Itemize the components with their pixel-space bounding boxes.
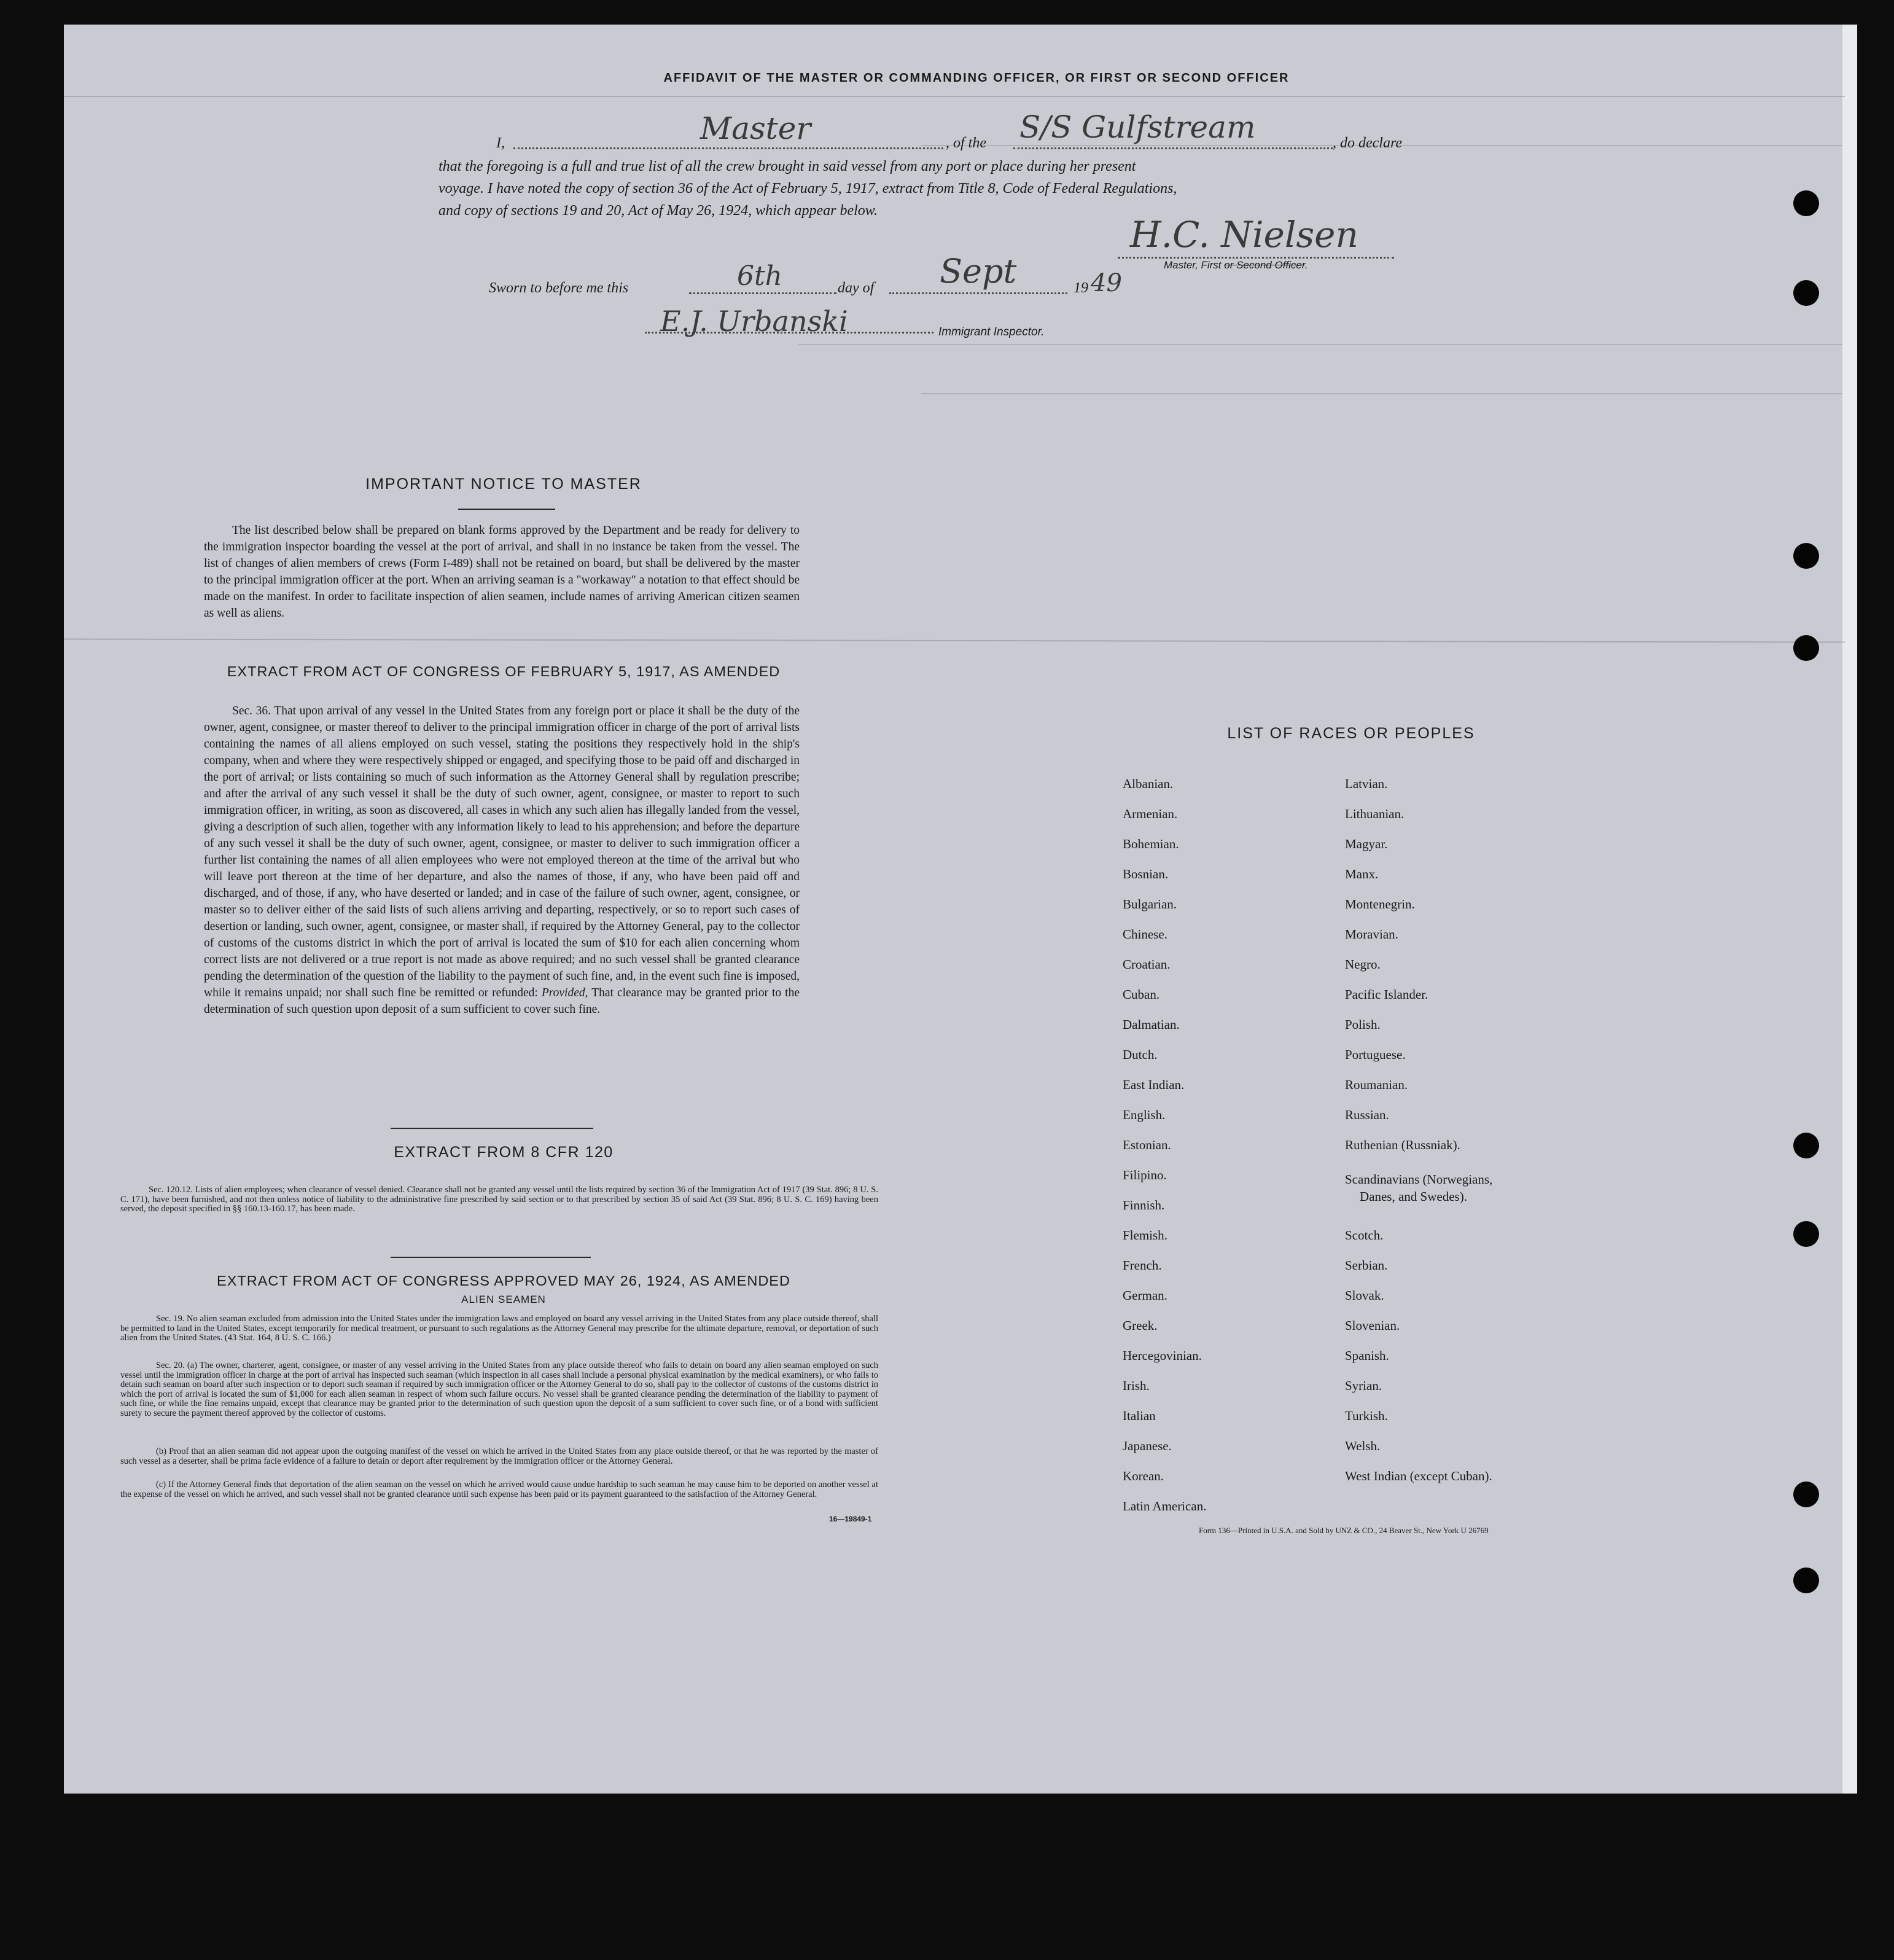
race-left-item: Greek. — [1123, 1318, 1158, 1333]
race-left-item: Irish. — [1123, 1378, 1150, 1393]
alien-seamen-subtitle: ALIEN SEAMEN — [461, 1294, 546, 1305]
race-left-item: Croatian. — [1123, 957, 1171, 972]
day-fill-line — [689, 292, 836, 294]
race-right-item: Negro. — [1345, 957, 1381, 972]
race-right-item: Slovak. — [1345, 1288, 1384, 1303]
race-left-item: Japanese. — [1123, 1439, 1172, 1453]
extract-1917-title: EXTRACT FROM ACT OF CONGRESS OF FEBRUARY 5, 1917, AS AMENDED — [227, 663, 781, 679]
ruled-line — [921, 393, 1842, 394]
punch-hole — [1793, 1221, 1819, 1247]
race-right-item: Scandinavians (Norwegians, — [1345, 1172, 1493, 1187]
punch-hole — [1793, 1568, 1819, 1593]
race-left-item: East Indian. — [1123, 1077, 1185, 1092]
sworn-label: Sworn to before me this — [489, 280, 629, 296]
year-handwriting: 49 — [1091, 269, 1122, 297]
race-right-item: Syrian. — [1345, 1378, 1382, 1393]
name-handwriting: Master — [700, 111, 811, 146]
sec-20b-text: (b) Proof that an alien seaman did not appear upon the outgoing manifest of the vessel on which he arrived in the United States from any place outside thereof, or that he was reported by the master of such vessel as a deserter, shall be prima facie evidence of a failure to detain or deport after requirement by the immigration officer or the Attorney General. — [120, 1447, 878, 1466]
race-right-item: West Indian (except Cuban). — [1345, 1469, 1492, 1483]
race-left-item: Korean. — [1123, 1469, 1164, 1483]
page-edge — [1842, 25, 1857, 1794]
inspector-signature: E.J. Urbanski — [660, 305, 848, 338]
inspector-caption: Immigrant Inspector. — [938, 326, 1045, 338]
race-right-item: Polish. — [1345, 1017, 1381, 1032]
cfr-title: EXTRACT FROM 8 CFR 120 — [394, 1144, 614, 1161]
race-left-item: Estonian. — [1123, 1138, 1171, 1152]
affidavit-title: AFFIDAVIT OF THE MASTER OR COMMANDING OFFICER, OR FIRST OR SECOND OFFICER — [663, 71, 1290, 85]
race-right-item: Latvian. — [1345, 776, 1388, 791]
month-fill-line — [889, 292, 1067, 294]
punch-hole — [1793, 543, 1819, 569]
signature-line — [1118, 257, 1394, 259]
race-right-item: Russian. — [1345, 1107, 1389, 1122]
race-right-item: Slovenian. — [1345, 1318, 1400, 1333]
cfr-body: Sec. 120.12. Lists of alien employees; when clearance of vessel denied. Clearance shall not be granted any vessel until the lists required by section 36 of the Immigration Act of 1917 (39 Stat. 896; 8 U. S. C. 171), have been furnished, and not then unless notice of liability to the administrative fine prescribed by said section or to that prescribed by section 35 of said Act (39 Stat. 896; 8 U. S. C. 169) having been served, the deposit specified in §§ 160.13-160.17, has been made. — [120, 1185, 878, 1214]
extract-1917-body — [204, 703, 800, 1018]
race-right-item: Roumanian. — [1345, 1077, 1408, 1092]
race-left-item: Flemish. — [1123, 1228, 1167, 1243]
extract-1924-title: EXTRACT FROM ACT OF CONGRESS APPROVED MAY 26, 1924, AS AMENDED — [217, 1273, 790, 1289]
signature-caption-prefix: Master, First — [1164, 259, 1222, 271]
race-left-item: Armenian. — [1123, 806, 1178, 821]
affidavit-line-2: that the foregoing is a full and true list of all the crew brought in said vessel from any port or place during her present — [438, 158, 1136, 174]
punch-hole — [1793, 1482, 1819, 1507]
divider — [458, 509, 555, 510]
race-right-item: Scotch. — [1345, 1228, 1384, 1243]
race-left-item: Bulgarian. — [1123, 897, 1177, 912]
punch-hole — [1793, 190, 1819, 216]
sec-20c-text: (c) If the Attorney General finds that deportation of the alien seaman on the vessel on which he arrived would cause undue hardship to such seaman he may cause him to be deported on another vessel at the expense of the vessel on which he arrived, and such vessel shall not be granted clearance until such expense has been paid or its payment guaranteed to the satisfaction of the Attorney General. — [120, 1480, 878, 1499]
race-left-item: Cuban. — [1123, 987, 1160, 1002]
sec-36-label: Sec. 36. — [232, 705, 271, 717]
race-right-item: Welsh. — [1345, 1439, 1381, 1453]
day-handwriting: 6th — [737, 260, 783, 292]
race-left-item: English. — [1123, 1107, 1166, 1122]
race-left-item: Latin American. — [1123, 1499, 1207, 1513]
signature-caption-end: . — [1304, 259, 1308, 271]
race-right-item: Ruthenian (Russniak). — [1345, 1138, 1460, 1152]
divider — [391, 1257, 591, 1258]
sec-19-text: Sec. 19. No alien seaman excluded from admission into the United States under the immigration laws and employed on board any vessel arriving in the United States from any place outside thereof, shall be permitted to land in the United States, except temporarily for medical treatment, or pursuant to such regulations as the Attorney General may prescribe for the ultimate departure, removal, or deportation of such alien from the United States. (43 Stat. 164, 8 U. S. C. 166.) — [120, 1314, 878, 1343]
race-left-item: Bosnian. — [1123, 867, 1169, 881]
name-fill-line — [513, 147, 943, 149]
provided-label: Provided, — [541, 986, 588, 999]
notice-title: IMPORTANT NOTICE TO MASTER — [365, 475, 642, 493]
month-handwriting: Sept — [940, 252, 1017, 291]
ruled-line — [64, 96, 1845, 97]
race-right-item: Manx. — [1345, 867, 1379, 881]
race-right-item: Montenegrin. — [1345, 897, 1415, 912]
signature-caption-struck: or Second Officer — [1224, 259, 1305, 271]
race-right-item: Magyar. — [1345, 837, 1388, 851]
sec-36-proviso: That clearance may be granted prior to the determination of such question upon deposit of a sum sufficient to cover such fine. — [204, 986, 800, 1016]
do-declare-label: , do declare — [1333, 135, 1403, 151]
ruled-line — [798, 344, 1842, 345]
day-of-label: day of — [838, 280, 875, 296]
race-left-item: Chinese. — [1123, 927, 1167, 942]
master-signature: H.C. Nielsen — [1130, 214, 1358, 256]
affidavit-i-label: I, — [496, 135, 505, 151]
sec-36-text: That upon arrival of any vessel in the United States from any foreign port or place it shall be the duty of the owner, agent, consignee, or master thereof to deliver to the principal immigration officer in charge of the port of arrival lists containing the names of all aliens employed on such vessel, stating the positions they respectively hold in the ship's company, when and where they were respectively shipped or engaged, and specifying those to be paid off and discharged in the port of arrival; or lists containing so much of such information as the Attorney General shall by regulation prescribe; and after the arrival of any such vessel it shall be the duty of such owner, agent, consignee, or master to report to such immigration officer, in writing, as soon as discovered, all cases in which any such alien has illegally landed from the vessel, giving a description of such alien, together with any information likely to lead to his apprehension; and before the departure of any such vessel it shall be the duty of such owner, agent, consignee, or master to deliver to such immigration officer a further list containing the names of all alien employees who were not employed thereon at the time of the arrival but who will leave port thereon at the time of her departure, and also the names of those, if any, who have been paid off and discharged, and of those, if any, who have deserted or landed; and in case of the failure of such owner, agent, consignee, or master so to deliver either of the said lists of such aliens arriving and departing, respectively, or so to report such cases of desertion or landing, such owner, agent, consignee, or master shall, if required by the Attorney General, pay to the collector of customs of the customs district in which the port of arrival is located the sum of $10 for each alien concerning whom correct lists are not delivered or a true report is not made as above required; and no such vessel shall be granted clearance pending the determination of the question of the liability to the payment of such fine, and, in the event such fine is imposed, while it remains unpaid; nor shall such fine be remitted or refunded: — [204, 705, 800, 999]
race-left-item: Filipino. — [1123, 1168, 1167, 1182]
year-prefix: 19 — [1074, 280, 1088, 296]
punch-hole — [1793, 280, 1819, 306]
vessel-handwriting: S/S Gulfstream — [1019, 109, 1256, 145]
race-left-item: German. — [1123, 1288, 1167, 1303]
form-code: 16—19849-1 — [829, 1515, 872, 1523]
vessel-fill-line — [1013, 147, 1333, 149]
affidavit-line-3: voyage. I have noted the copy of section 36 of the Act of February 5, 1917, extract from Title 8, Code of Federal Regulations, — [438, 181, 1177, 197]
notice-body: The list described below shall be prepared on blank forms approved by the Department and be ready for delivery to the immigration inspector boarding the vessel at the port of arrival, and shall in no instance be taken from the vessel. The list of changes of alien members of crews (Form I-489) shall not be retained on board, but shall be delivered by the master to the principal immigration officer at the port. When an arriving seaman is a "workaway" a notation to that effect should be made on the manifest. In order to facilitate inspection of alien seamen, include names of arriving American citizen seamen as well as aliens. — [204, 524, 800, 620]
races-title: LIST OF RACES OR PEOPLES — [1227, 725, 1475, 742]
affidavit-line-4: and copy of sections 19 and 20, Act of May 26, 1924, which appear below. — [438, 203, 878, 219]
race-right-item: Spanish. — [1345, 1348, 1389, 1363]
race-left-item: French. — [1123, 1258, 1162, 1273]
punch-hole — [1793, 1133, 1819, 1158]
printer-credit: Form 136—Printed in U.S.A. and Sold by UNZ & CO., 24 Beaver St., New York U 26769 — [1199, 1526, 1489, 1535]
race-right-item: Moravian. — [1345, 927, 1398, 942]
sec-20a-text: Sec. 20. (a) The owner, charterer, agent, consignee, or master of any vessel arriving in the United States from any place outside thereof who fails to detain on board any alien seaman employed on such vessel until the immigration officer in charge at the port of arrival has inspected such seaman (which inspection in all cases shall include a personal physical examination by the medical examiners), or who fails to detain such seaman on board after such inspection or to deport such seaman if required by such immigration officer or the Attorney General to do so, shall pay to the collector of customs of the customs district in which the port of arrival is located the sum of $1,000 for each alien seaman in respect of whom such failure occurs. No vessel shall be granted clearance pending the determination of the liability to payment of such fine, or while the fine remains unpaid, except that clearance may be granted prior to the determination of such question upon the deposit of a sum sufficient to cover such fine, or of a bond with sufficient surety to secure the payment thereof approved by the collector of customs. — [120, 1361, 878, 1418]
race-left-item: Hercegovinian. — [1123, 1348, 1202, 1363]
race-right-item: Portuguese. — [1345, 1047, 1406, 1062]
divider — [391, 1128, 593, 1129]
race-left-item: Albanian. — [1123, 776, 1174, 791]
race-right-item: Serbian. — [1345, 1258, 1388, 1273]
race-right-item: Danes, and Swedes). — [1360, 1189, 1467, 1204]
of-the-label: , of the — [946, 135, 986, 151]
race-left-item: Dalmatian. — [1123, 1017, 1180, 1032]
race-right-item: Lithuanian. — [1345, 806, 1405, 821]
race-right-item: Pacific Islander. — [1345, 987, 1428, 1002]
race-left-item: Dutch. — [1123, 1047, 1158, 1062]
punch-hole — [1793, 635, 1819, 661]
race-left-item: Bohemian. — [1123, 837, 1179, 851]
race-left-item: Italian — [1123, 1408, 1156, 1423]
signature-caption — [1164, 259, 1308, 271]
race-left-item: Finnish. — [1123, 1198, 1165, 1212]
race-right-item: Turkish. — [1345, 1408, 1388, 1423]
